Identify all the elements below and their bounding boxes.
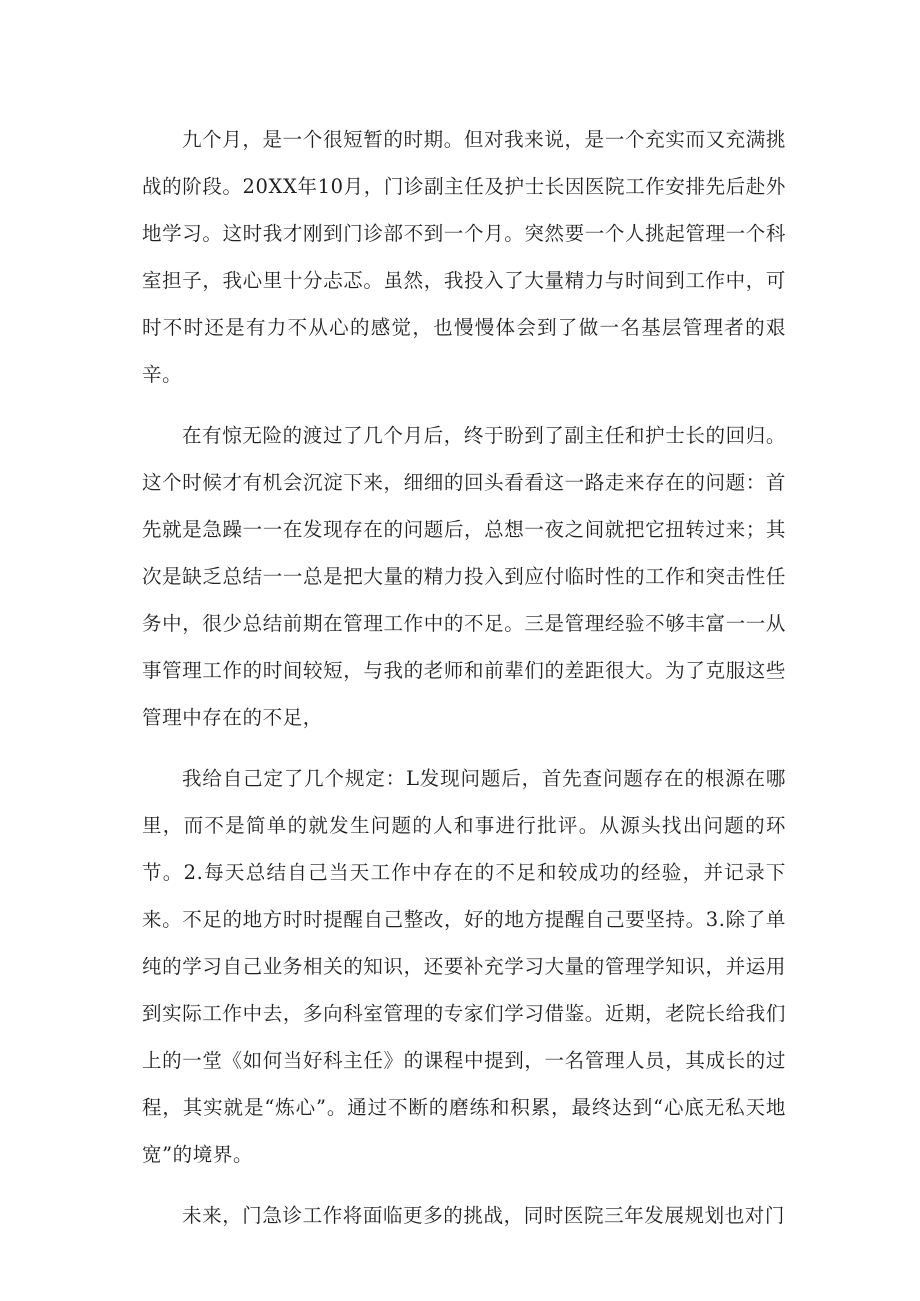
paragraph-1: 九个月，是一个很短暂的时期。但对我来说，是一个充实而又充满挑战的阶段。20XX年10月，门诊副主任及护士长因医院工作安排先后赴外地学习。这时我才刚到门诊部不到一个月。突然要一个人挑起管理一个科室担子，我心里十分忐忑。虽然，我投入了大量精力与时间到工作中，可时不时还是有力不从心的感觉，也慢慢体会到了做一名基层管理者的艰辛。: [142, 128, 786, 386]
paragraph-3: 我给自己定了几个规定：L发现问题后，首先查问题存在的根源在哪里，而不是简单的就发生问题的人和事进行批评。从源头找出问题的环节。2.每天总结自己当天工作中存在的不足和较成功的经验，并记录下来。不足的地方时时提醒自己整改，好的地方提醒自己要坚持。3.除了单纯的学习自己业务相关的知识，还要补充学习大量的管理学知识，并运用到实际工作中去，多向科室管理的专家们学习借鉴。近期，老院长给我们上的一堂《如何当好科主任》的课程中提到，一名管理人员，其成长的过程，其实就是“炼心”。通过不断的磨练和积累，最终达到“心底无私天地宽”的境界。: [142, 767, 786, 1166]
document-body: [142, 116, 786, 1253]
paragraph-2: 在有惊无险的渡过了几个月后，终于盼到了副主任和护士长的回归。这个时候才有机会沉淀下来，细细的回头看看这一路走来存在的问题：首先就是急躁一一在发现存在的问题后，总想一夜之间就把它扭转过来；其次是缺乏总结一一总是把大量的精力投入到应付临时性的工作和突击性任务中，很少总结前期在管理工作中的不足。三是管理经验不够丰富一一从事管理工作的时间较短，与我的老师和前辈们的差距很大。为了克服这些管理中存在的不足，: [142, 424, 786, 729]
paragraph-4: 未来，门急诊工作将面临更多的挑战，同时医院三年发展规划也对门: [182, 1204, 786, 1227]
